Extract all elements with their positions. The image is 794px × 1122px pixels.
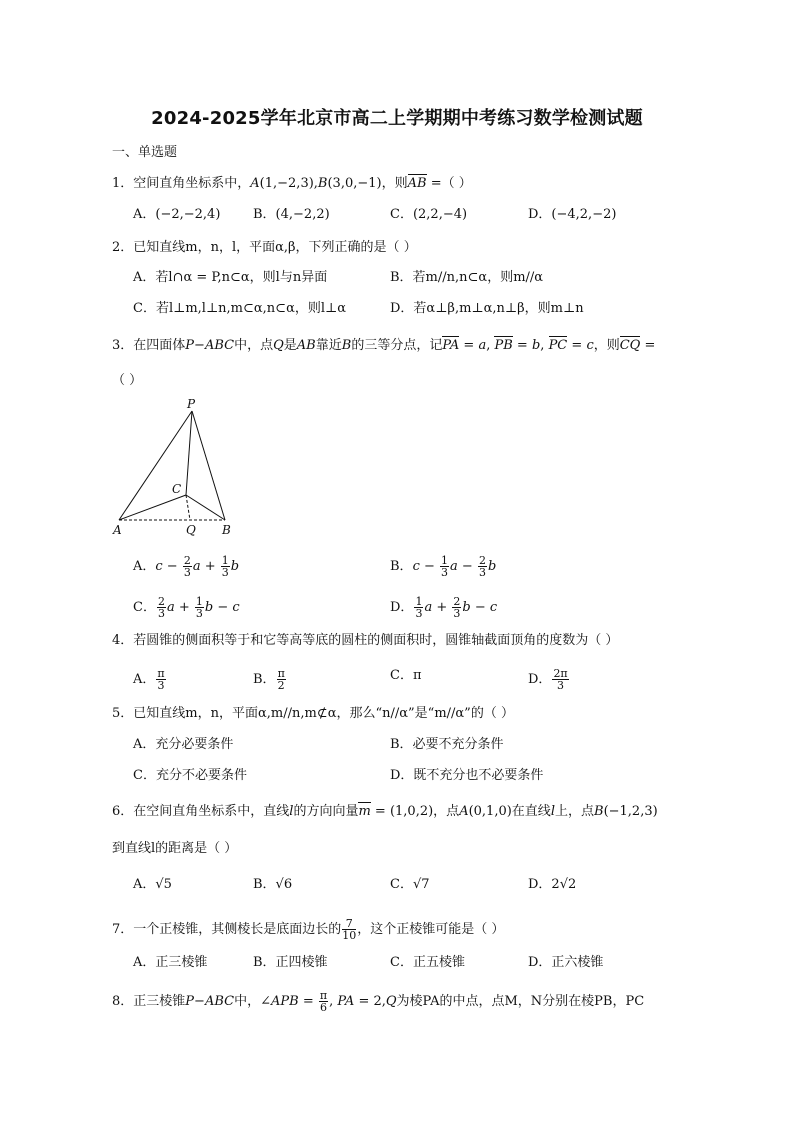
label-c: C xyxy=(172,482,182,496)
question-7-stem: 7．一个正棱锥，其侧棱长是底面边长的 $\frac{7}{10}$ ，这个正棱锥可能是（ ） xyxy=(112,917,505,942)
question-1-option-a: A．(−2,−2,4) xyxy=(133,207,221,222)
question-8-stem: 8．正三棱锥P−ABC中，∠APB = $\frac{\pi}{6}$ , PA = 2,Q为棱PA的中点，点M，N分别在棱PB，PC xyxy=(112,989,645,1014)
label-a: A xyxy=(113,523,122,537)
question-6-stem: 6．在空间直角坐标系中，直线l的方向向量m = (1,0,2)，点A(0,1,0)在直线l上，点B(−1,2,3) xyxy=(112,804,658,819)
tetrahedron-figure xyxy=(110,395,250,540)
question-2-stem: 2．已知直线m，n，l，平面α,β，下列正确的是（ ） xyxy=(112,240,417,255)
page-title: 2024-2025学年北京市高二上学期期中考练习数学检测试题 xyxy=(151,108,643,129)
edge-pc xyxy=(186,411,192,495)
question-5-option-d: D．既不充分也不必要条件 xyxy=(390,768,544,783)
label-b: B xyxy=(222,523,231,537)
segment-cq xyxy=(186,495,190,520)
question-2-option-c: C．若l⊥m,l⊥n,m⊂α,n⊂α，则l⊥α xyxy=(133,301,347,316)
question-4-option-d: D． $\frac{2\pi}{3}$ xyxy=(528,667,568,692)
question-1-option-d: D．(−4,2,−2) xyxy=(528,207,617,222)
question-6-stem-continued: 到直线l的距离是（ ） xyxy=(112,841,238,856)
question-4-option-a: A． $\frac{\pi}{3}$ xyxy=(133,667,165,692)
question-1-option-c: C．(2,2,−4) xyxy=(390,207,468,222)
question-5-option-c: C．充分不必要条件 xyxy=(133,768,247,783)
question-1-stem: 1．空间直角坐标系中，A(1,−2,3),B(3,0,−1)，则AB =（ ） xyxy=(112,176,472,191)
section-heading: 一、单选题 xyxy=(112,145,178,160)
question-6-option-c: C．√7 xyxy=(390,877,430,892)
question-6-option-a: A．√5 xyxy=(133,877,172,892)
question-7-option-c: C．正五棱锥 xyxy=(390,955,465,970)
edge-ac xyxy=(119,495,186,520)
label-p: P xyxy=(187,397,196,411)
question-2-option-d: D．若α⊥β,m⊥α,n⊥β，则m⊥n xyxy=(390,301,584,316)
question-5-option-b: B．必要不充分条件 xyxy=(390,737,504,752)
question-2-option-b: B．若m//n,n⊂α，则m//α xyxy=(390,270,544,285)
question-7-option-d: D．正六棱锥 xyxy=(528,955,604,970)
question-5-stem: 5．已知直线m，n，平面α,m//n,m⊄α，那么“n//α”是“m//α”的（ ） xyxy=(112,706,514,721)
question-4-option-b: B． $\frac{\pi}{2}$ xyxy=(253,667,285,692)
question-3-paren: （ ） xyxy=(112,373,143,388)
edge-cb xyxy=(186,495,225,520)
edge-pa xyxy=(119,411,192,520)
question-7-option-a: A．正三棱锥 xyxy=(133,955,208,970)
question-2-option-a: A．若l∩α = P,n⊂α，则l与n异面 xyxy=(133,270,328,285)
question-4-option-c: C．π xyxy=(390,668,422,683)
question-3-stem: 3．在四面体P−ABC中，点Q是AB靠近B的三等分点，记PA = a, PB = b, PC = c，则CQ = xyxy=(112,338,656,353)
question-3-option-d: D． $\frac{1}{3}$ a + $\frac{2}{3}$ b − c xyxy=(390,595,498,620)
label-q: Q xyxy=(186,523,196,537)
question-3-option-b: B．c − $\frac{1}{3}$ a − $\frac{2}{3}$ b xyxy=(390,554,497,579)
question-1-option-b: B．(4,−2,2) xyxy=(253,207,330,222)
question-5-option-a: A．充分必要条件 xyxy=(133,737,234,752)
edge-pb xyxy=(192,411,225,520)
question-6-option-d: D．2√2 xyxy=(528,877,577,892)
question-3-option-c: C． $\frac{2}{3}$ a + $\frac{1}{3}$ b − c xyxy=(133,595,240,620)
question-3-option-a: A．c − $\frac{2}{3}$ a + $\frac{1}{3}$ b xyxy=(133,554,240,579)
question-7-option-b: B．正四棱锥 xyxy=(253,955,328,970)
question-4-stem: 4．若圆锥的侧面积等于和它等高等底的圆柱的侧面积时，圆锥轴截面顶角的度数为（ ） xyxy=(112,633,619,648)
question-6-option-b: B．√6 xyxy=(253,877,293,892)
